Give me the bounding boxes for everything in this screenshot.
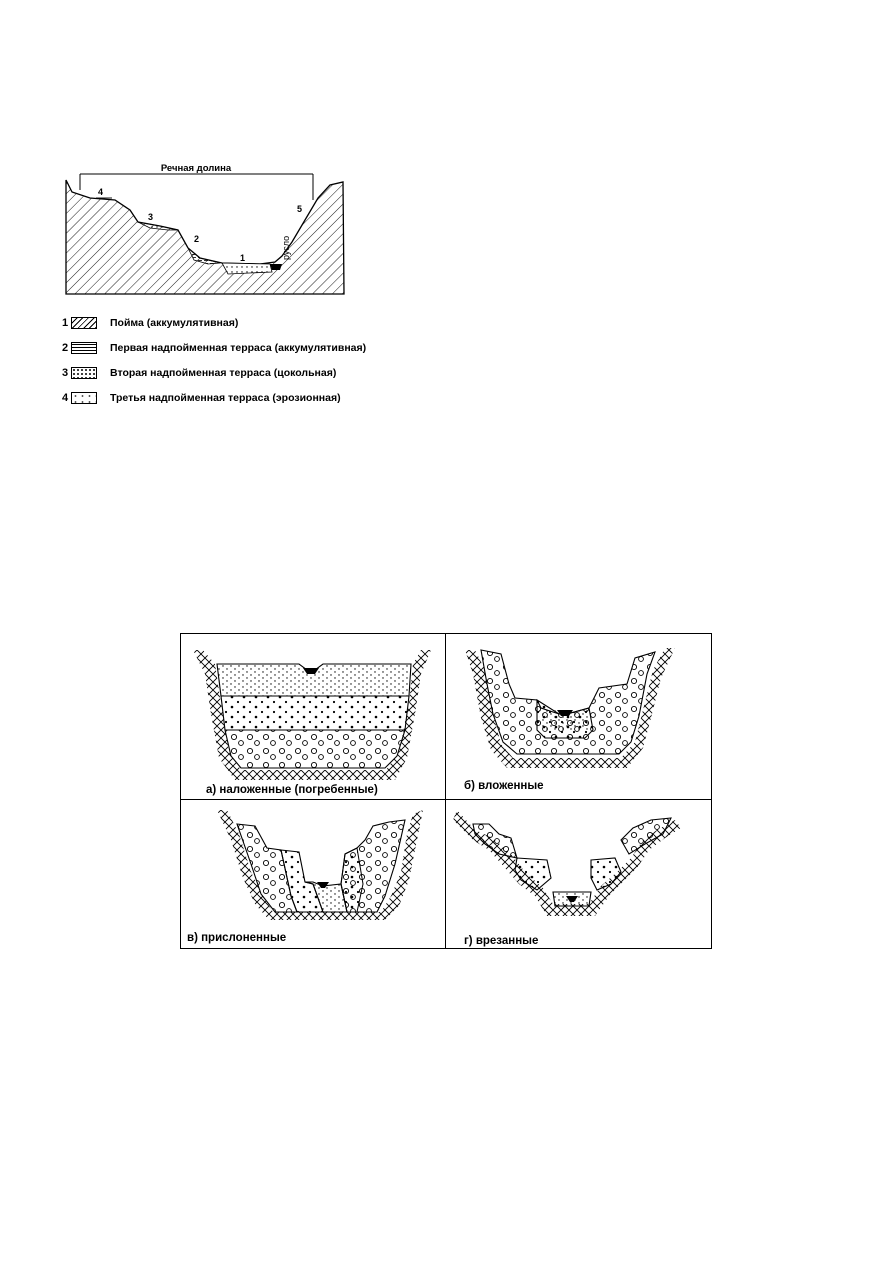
- panel-g-drawing: [453, 810, 681, 916]
- panel-b-caption: б) вложенные: [464, 780, 544, 792]
- marker-2: 2: [194, 234, 200, 244]
- panel-a-drawing: [193, 650, 431, 780]
- marker-1: 1: [240, 253, 246, 263]
- marker-4: 4: [98, 187, 104, 197]
- valley-title: Речная долина: [160, 163, 232, 174]
- marker-3: 3: [148, 212, 154, 222]
- floodplain-swatch: [71, 317, 97, 329]
- legend-label: Вторая надпойменная терраса (цокольная): [110, 367, 337, 379]
- panel-v-caption: в) прислоненные: [187, 932, 287, 944]
- panel-g-caption: г) врезанные: [464, 935, 539, 947]
- legend-num: 4: [62, 392, 69, 404]
- bedrock: [66, 180, 344, 294]
- legend-label: Первая надпойменная терраса (аккумулятивная): [110, 342, 367, 354]
- legend-item-3: [62, 365, 336, 381]
- first-terrace-swatch: [71, 342, 97, 354]
- terrace-types-figure: [180, 633, 712, 949]
- legend-item-4: [62, 390, 341, 406]
- third-terrace-swatch: [71, 392, 97, 404]
- second-terrace-swatch: [71, 367, 97, 379]
- marker-5: 5: [297, 204, 303, 214]
- legend-label: Пойма (аккумулятивная): [110, 317, 239, 329]
- river-channel: [270, 264, 282, 270]
- channel-label: русло: [281, 235, 291, 260]
- valley-cross-section: [60, 160, 360, 300]
- legend-num: 1: [62, 317, 69, 329]
- legend-item-2: [62, 340, 366, 356]
- legend-num: 2: [62, 342, 69, 354]
- panel-a-caption: а) наложенные (погребенные): [206, 784, 378, 796]
- panel-v-drawing: [217, 810, 423, 920]
- panel-b-drawing: [465, 648, 675, 768]
- legend-num: 3: [62, 367, 69, 379]
- legend-item-1: [62, 315, 238, 331]
- legend-label: Третья надпойменная терраса (эрозионная): [110, 392, 341, 404]
